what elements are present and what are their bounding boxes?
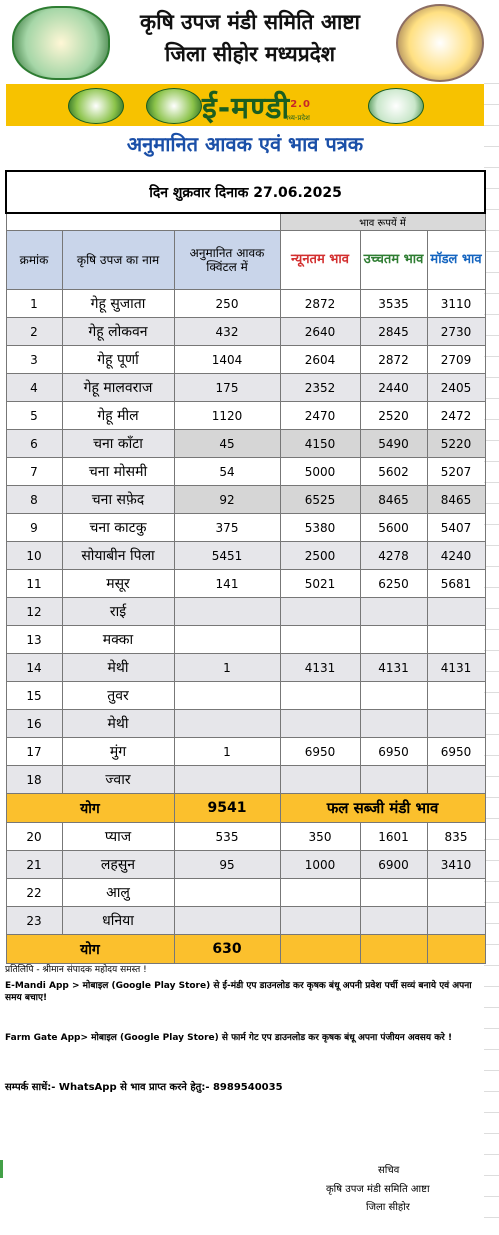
cell-min: 6525 [280, 486, 360, 514]
table-row [6, 823, 485, 851]
cell-sno: 4 [6, 374, 62, 402]
table-row [6, 598, 485, 626]
cell-min [280, 879, 360, 907]
cell-name: तुवर [62, 682, 174, 710]
farmer-emblem-icon [396, 4, 484, 82]
cell-modal: 6950 [427, 738, 485, 766]
table-row [6, 318, 485, 346]
cell-max: 1601 [360, 823, 427, 851]
cell-min: 5000 [280, 458, 360, 486]
total1-label: योग [6, 794, 174, 823]
cell-name: मेथी [62, 654, 174, 682]
cell-arrival [174, 682, 280, 710]
cell-sno: 14 [6, 654, 62, 682]
cell-name: गेहू मील [62, 402, 174, 430]
cell-name: प्याज [62, 823, 174, 851]
emandi-subtext: मध्य-प्रदेश [284, 114, 310, 122]
cell-sno: 15 [6, 682, 62, 710]
cell-modal: 5681 [427, 570, 485, 598]
cell-arrival [174, 879, 280, 907]
cell-min: 6950 [280, 738, 360, 766]
cell-min: 4131 [280, 654, 360, 682]
cell-modal [427, 907, 485, 935]
cell-max: 4278 [360, 542, 427, 570]
cell-min: 2872 [280, 290, 360, 318]
cell-sno: 9 [6, 514, 62, 542]
cell-modal [427, 879, 485, 907]
cell-modal [427, 682, 485, 710]
cell-max: 3535 [360, 290, 427, 318]
cell-sno: 12 [6, 598, 62, 626]
cell-max: 6950 [360, 738, 427, 766]
cell-sno: 11 [6, 570, 62, 598]
cell-max: 8465 [360, 486, 427, 514]
cell-min: 350 [280, 823, 360, 851]
cell-modal: 2405 [427, 374, 485, 402]
table-row [6, 542, 485, 570]
cell-min: 2352 [280, 374, 360, 402]
cell-max: 2845 [360, 318, 427, 346]
col-max: उच्चतम भाव [360, 231, 427, 290]
cell-arrival: 5451 [174, 542, 280, 570]
col-sno: क्रमांक [6, 231, 62, 290]
rates-table [5, 170, 486, 964]
cell-name: धनिया [62, 907, 174, 935]
cell-max: 6900 [360, 851, 427, 879]
cell-min: 2470 [280, 402, 360, 430]
table-row [6, 710, 485, 738]
cell-name: चना मोसमी [62, 458, 174, 486]
signature-district: जिला सीहोर [366, 1202, 410, 1213]
footer-copy: प्रतिलिपि - श्रीमान संपादक महोदय समस्त ! [5, 965, 147, 975]
cell-arrival [174, 710, 280, 738]
table-row [6, 430, 485, 458]
cell-sno: 2 [6, 318, 62, 346]
table-row [6, 374, 485, 402]
cell-modal: 5207 [427, 458, 485, 486]
cell-modal: 4131 [427, 654, 485, 682]
cell-arrival: 95 [174, 851, 280, 879]
date-line: दिन शुक्रवार दिनाक 27.06.2025 [6, 171, 485, 213]
cell-name: ज्वार [62, 766, 174, 794]
cell-sno: 22 [6, 879, 62, 907]
table-row [6, 486, 485, 514]
table-row [6, 346, 485, 374]
cell-name: गेहू मालवराज [62, 374, 174, 402]
cell-modal [427, 598, 485, 626]
cell-sno: 8 [6, 486, 62, 514]
cell-sno: 3 [6, 346, 62, 374]
total2-value: 630 [174, 935, 280, 964]
table-row [6, 514, 485, 542]
cell-max: 5600 [360, 514, 427, 542]
cell-min: 2500 [280, 542, 360, 570]
cell-min: 5021 [280, 570, 360, 598]
table-row [6, 570, 485, 598]
cell-sno: 23 [6, 907, 62, 935]
footer-contact: सम्पर्क साधें:- WhatsApp से भाव प्राप्त करने हेतु:- 8989540035 [5, 1082, 283, 1093]
cell-cursor [0, 1160, 3, 1178]
table-row [6, 402, 485, 430]
cell-max: 6250 [360, 570, 427, 598]
cell-max: 2872 [360, 346, 427, 374]
mandi-logo-icon [12, 6, 110, 80]
cell-name: मक्का [62, 626, 174, 654]
cell-min [280, 626, 360, 654]
cell-max [360, 626, 427, 654]
cell-min: 5380 [280, 514, 360, 542]
cell-arrival: 432 [174, 318, 280, 346]
cell-sno: 13 [6, 626, 62, 654]
mp-map-icon [68, 88, 124, 124]
cell-max [360, 766, 427, 794]
cell-min [280, 682, 360, 710]
board-logo-icon [146, 88, 202, 124]
table-row [6, 290, 485, 318]
cell-name: चना काटकु [62, 514, 174, 542]
cell-sno: 10 [6, 542, 62, 570]
total1-value: 9541 [174, 794, 280, 823]
farm-gate-logo-icon [368, 88, 424, 124]
cell-sno: 21 [6, 851, 62, 879]
cell-arrival: 1120 [174, 402, 280, 430]
cell-arrival [174, 766, 280, 794]
cell-name: चना काँटा [62, 430, 174, 458]
cell-arrival: 250 [174, 290, 280, 318]
cell-sno: 5 [6, 402, 62, 430]
cell-arrival [174, 626, 280, 654]
table-row [6, 738, 485, 766]
cell-arrival: 141 [174, 570, 280, 598]
total2-label: योग [6, 935, 174, 964]
cell-modal [427, 766, 485, 794]
footer-emandi: E-Mandi App > मोबाइल (Google Play Store) से ई-मंडी एप डाउनलोड कर कृषक बंधू अपनी प्रवेश पर्ची सव्यं बनाये एवं अपना समय बचाए! [5, 981, 472, 1003]
cell-max [360, 710, 427, 738]
cell-name: मेथी [62, 710, 174, 738]
cell-modal: 2730 [427, 318, 485, 346]
cell-min [280, 907, 360, 935]
cell-name: सोयाबीन पिला [62, 542, 174, 570]
veg-header: फल सब्जी मंडी भाव [280, 794, 485, 823]
cell-min [280, 710, 360, 738]
table-row [6, 458, 485, 486]
cell-modal: 835 [427, 823, 485, 851]
cell-arrival [174, 598, 280, 626]
emandi-logo: ई-मण्डी$^{2.0}$ [202, 91, 311, 126]
cell-name: गेहू पूर्णा [62, 346, 174, 374]
cell-max: 4131 [360, 654, 427, 682]
cell-max [360, 682, 427, 710]
table-row [6, 766, 485, 794]
rates-group-header: भाव रूपयें में [280, 213, 485, 231]
cell-modal [427, 626, 485, 654]
cell-max [360, 598, 427, 626]
cell-sno: 7 [6, 458, 62, 486]
cell-arrival: 1 [174, 738, 280, 766]
cell-sno: 16 [6, 710, 62, 738]
cell-modal: 5407 [427, 514, 485, 542]
cell-max: 2520 [360, 402, 427, 430]
cell-modal: 8465 [427, 486, 485, 514]
cell-arrival: 92 [174, 486, 280, 514]
table-row [6, 851, 485, 879]
col-modal: मॉडल भाव [427, 231, 485, 290]
cell-sno: 17 [6, 738, 62, 766]
cell-arrival: 1404 [174, 346, 280, 374]
header-line2: जिला सीहोर मध्यप्रदेश [164, 42, 336, 66]
cell-name: आलु [62, 879, 174, 907]
cell-modal: 3110 [427, 290, 485, 318]
cell-max: 2440 [360, 374, 427, 402]
page-header [0, 0, 499, 82]
footer-farmgate: Farm Gate App> मोबाइल (Google Play Store) से फार्म गेट एप डाउनलोड कर कृषक बंधू अपना पंजीयन अवसय करे ! [5, 1033, 453, 1043]
cell-name: चना सफ़ेद [62, 486, 174, 514]
cell-max [360, 907, 427, 935]
col-min: न्यूनतम भाव [280, 231, 360, 290]
cell-min: 2604 [280, 346, 360, 374]
cell-name: गेहू लोकवन [62, 318, 174, 346]
signature-title: सचिव [378, 1165, 400, 1176]
cell-min [280, 766, 360, 794]
table-row [6, 626, 485, 654]
cell-modal [427, 710, 485, 738]
page-title: अनुमानित आवक एवं भाव पत्रक [126, 132, 364, 156]
cell-min: 4150 [280, 430, 360, 458]
col-arrival: अनुमानित आवक क्विंटल में [174, 231, 280, 290]
table-row [6, 907, 485, 935]
sheet-gridlines [484, 0, 499, 1235]
cell-arrival [174, 907, 280, 935]
cell-sno: 18 [6, 766, 62, 794]
cell-max: 5490 [360, 430, 427, 458]
cell-name: मुंग [62, 738, 174, 766]
table-row [6, 879, 485, 907]
table-row [6, 682, 485, 710]
cell-sno: 20 [6, 823, 62, 851]
cell-modal: 4240 [427, 542, 485, 570]
cell-modal: 3410 [427, 851, 485, 879]
cell-modal: 2472 [427, 402, 485, 430]
cell-arrival: 375 [174, 514, 280, 542]
cell-name: मसूर [62, 570, 174, 598]
cell-sno: 1 [6, 290, 62, 318]
cell-sno: 6 [6, 430, 62, 458]
cell-arrival: 175 [174, 374, 280, 402]
cell-name: लहसुन [62, 851, 174, 879]
cell-arrival: 45 [174, 430, 280, 458]
cell-min: 2640 [280, 318, 360, 346]
cell-max [360, 879, 427, 907]
signature-org: कृषि उपज मंडी समिति आष्टा [326, 1184, 430, 1195]
header-line1: कृषि उपज मंडी समिति आष्टा [140, 10, 360, 34]
cell-name: राई [62, 598, 174, 626]
cell-arrival: 54 [174, 458, 280, 486]
table-row [6, 654, 485, 682]
col-name: कृषि उपज का नाम [62, 231, 174, 290]
cell-min [280, 598, 360, 626]
cell-arrival: 535 [174, 823, 280, 851]
cell-name: गेहू सुजाता [62, 290, 174, 318]
cell-arrival: 1 [174, 654, 280, 682]
emandi-banner [6, 84, 484, 126]
cell-max: 5602 [360, 458, 427, 486]
cell-modal: 2709 [427, 346, 485, 374]
cell-min: 1000 [280, 851, 360, 879]
cell-modal: 5220 [427, 430, 485, 458]
